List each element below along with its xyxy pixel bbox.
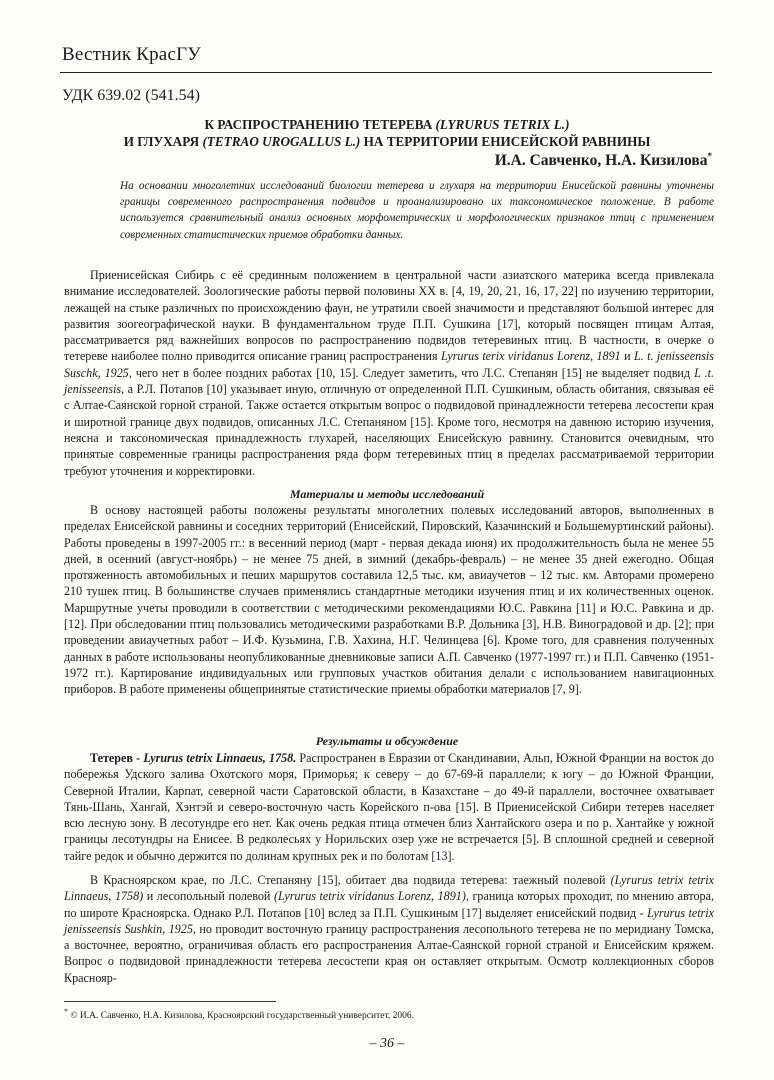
title-line-1: К РАСПРОСТРАНЕНИЮ ТЕТЕРЕВА (LYRURUS TETRIX L.) bbox=[204, 117, 570, 132]
udc-code: УДК 639.02 (541.54) bbox=[62, 87, 200, 104]
methods-paragraph: В основу настоящей работы положены результаты многолетних полевых исследований авторов, выполненных в пределах Енисейской равнины и соседних территорий (Енисейский, Пировский, Казачинский и Большемуртинский районы). Работы проведены в 1997-2005 гг.: в весенний период (март - первая декада июня) их продолжительность была не менее 55 дней, в осенний (август-ноябрь) – не менее 75 дней, в зимний (декабрь-февраль) – не менее 35 дней ежегодно. Общая протяженность автомобильных и пеших маршрутов составила 12,5 тыс. км, авиаучетов – 12 тыс. км. Авторами промерено 210 тушек птиц. В большинстве случаев применялись стандартные методики изучения птиц и их количественных оценок. Маршрутные учеты проводили в соответствии с методическими рекомендациями Ю.С. Равкина [11] и Ю.С. Равкина и др. [12]. При обследовании птиц пользовались методическими разработками В.Р. Дольника [3], Н.В. Виноградовой и др. [2]; при проведении авиаучетных работ – И.Ф. Кузьмина, Г.В. Хахина, Н.Г. Челинцева [6]. Кроме того, для сравнения полученных данных в работе использованы неопубликованные дневниковые записи А.П. Савченко (1977-1997 гг.) и П.П. Савченко (1951-1972 гг.). Картирование индивидуальных или групповых участков обитания делали с использованием навигационных приборов. В работе применены общепринятые статистические приемы обработки материалов [7, 9]. bbox=[64, 503, 714, 697]
footnote-marker: * bbox=[707, 151, 712, 161]
abstract: На основании многолетних исследований биологии тетерева и глухаря на территории Енисейской равнины уточнены границы современного распространения подвидов и проанализировано их таксономическое положение. В работе используется сравнительный анализ основных морфометрических и морфологических признаков птиц с применением современных статистических приемов обработки данных. bbox=[120, 180, 714, 241]
section-heading-methods: Материалы и методы исследований bbox=[289, 487, 485, 501]
title-line-2: И ГЛУХАРЯ (TETRAO UROGALLUS L.) НА ТЕРРИТОРИИ ЕНИСЕЙСКОЙ РАВНИНЫ bbox=[123, 134, 651, 149]
section-heading-results: Результаты и обсуждение bbox=[315, 734, 459, 748]
page-number: – 36 – bbox=[369, 1036, 405, 1051]
intro-paragraph: Приенисейская Сибирь с её срединным положением в центральной части азиатского материка всегда привлекала внимание исследователей. Зоологические работы первой половины XX в. [4, 19, 20, 21, 16, 17, 22] по изучению территории, лежащей на стыке различных по происхождению фаун, не утратили своей значимости и представляют большой интерес для развития зоогеографической науки. В фундаментальном труде П.П. Сушкина [17], который посвящен птицам Алтая, рассматривается ряд важнейших вопросов по распространению подвидов тетеревиных птиц. В частности, в очерке о тетереве наиболее полно приводится описание границ распространения Lyrurus terix viridanus Lorenz, 1891 и L. t. jenisseensis Suschk, 1925, чего нет в более поздних работах [10, 15]. Следует заметить, что Л.С. Степанян [15] не выделяет подвид L .t. jenisseensis, а Р.Л. Потапов [10] указывает иную, отличную от определенной П.П. Сушкиным, область обитания, связывая её с Алтае-Саянской горной страной. Также остается открытым вопрос о подвидовой принадлежности тетерева лесостепи края и широтной границе двух подвидов, описанных Л.С. Степаняном [15]. Кроме того, несмотря на давнюю историю изучения, неясна и таксономическая принадлежность глухарей, населяющих Енисейскую равнину. Становится очевидным, что принятые современные границы распространения ряда форм тетеревиных птиц в пределах рассматриваемой территории требуют уточнения и корректировки. bbox=[64, 268, 714, 478]
results-paragraph: Тетерев - Lyrurus tetrix Linnaeus, 1758. Распространен в Евразии от Скандинавии, Альп, Южной Франции на восток до побережья Удского залива Охотского моря, Приморья; к северу – до 67-69-й параллели; к югу – до Южной Франции, Северной Италии, Карпат, северной части Саратовской области, в Казахстане – до 49-й параллели, восточнее охватывает Тянь-Шань, Хангай, Хэнтэй и северо-восточную часть Корейского п-ова [15]. В Приенисейской Сибири тетерев населяет всю лесную зону. В лесотундре его нет. Как очень редкая птица отмечен близ Хантайского озера и по р. Хантайке у южной границы лесотундры на Енисее. В редколесьях у Норильских озер уже не встречается [5]. В сплошной средней и северной тайге редок и обычно держится по долинам крупных рек и по болотам [13]. bbox=[64, 751, 714, 863]
journal-name: Вестник КрасГУ bbox=[62, 44, 201, 65]
footnote: * © И.А. Савченко, Н.А. Кизилова, Красноярский государственный университет, 2006. bbox=[64, 1007, 415, 1022]
krasnoyarsk-paragraph: В Красноярском крае, по Л.С. Степаняну [15], обитает два подвида тетерева: таежный полевой (Lyrurus tetrix tetrix Linnaeus, 1758) и лесопольный полевой (Lyrurus tetrix viridanus Lorenz, 1891), граница которых проходит, по мнению автора, по широте Красноярска. Однако Р.Л. Потапов [10] вслед за П.П. Сушкиным [17] выделяет енисейский подвид - Lyrurus tetrix jenisseensis Sushkin, 1925, но проводит восточную границу распространения лесопольного тетерева не по меридиану Томска, а восточнее, вероятно, ограничивая область его распространения Алтае-Саянской горной страной и Енисейским кряжем. Вопрос о подвидовой принадлежности тетерева лесостепи края он оставляет открытым. Осмотр коллекционных сборов Краснояр- bbox=[64, 873, 715, 985]
header-divider bbox=[60, 72, 712, 73]
footnote-divider bbox=[64, 1001, 276, 1002]
article-authors: И.А. Савченко, Н.А. Кизилова* bbox=[494, 151, 712, 170]
article-title bbox=[60, 116, 714, 150]
